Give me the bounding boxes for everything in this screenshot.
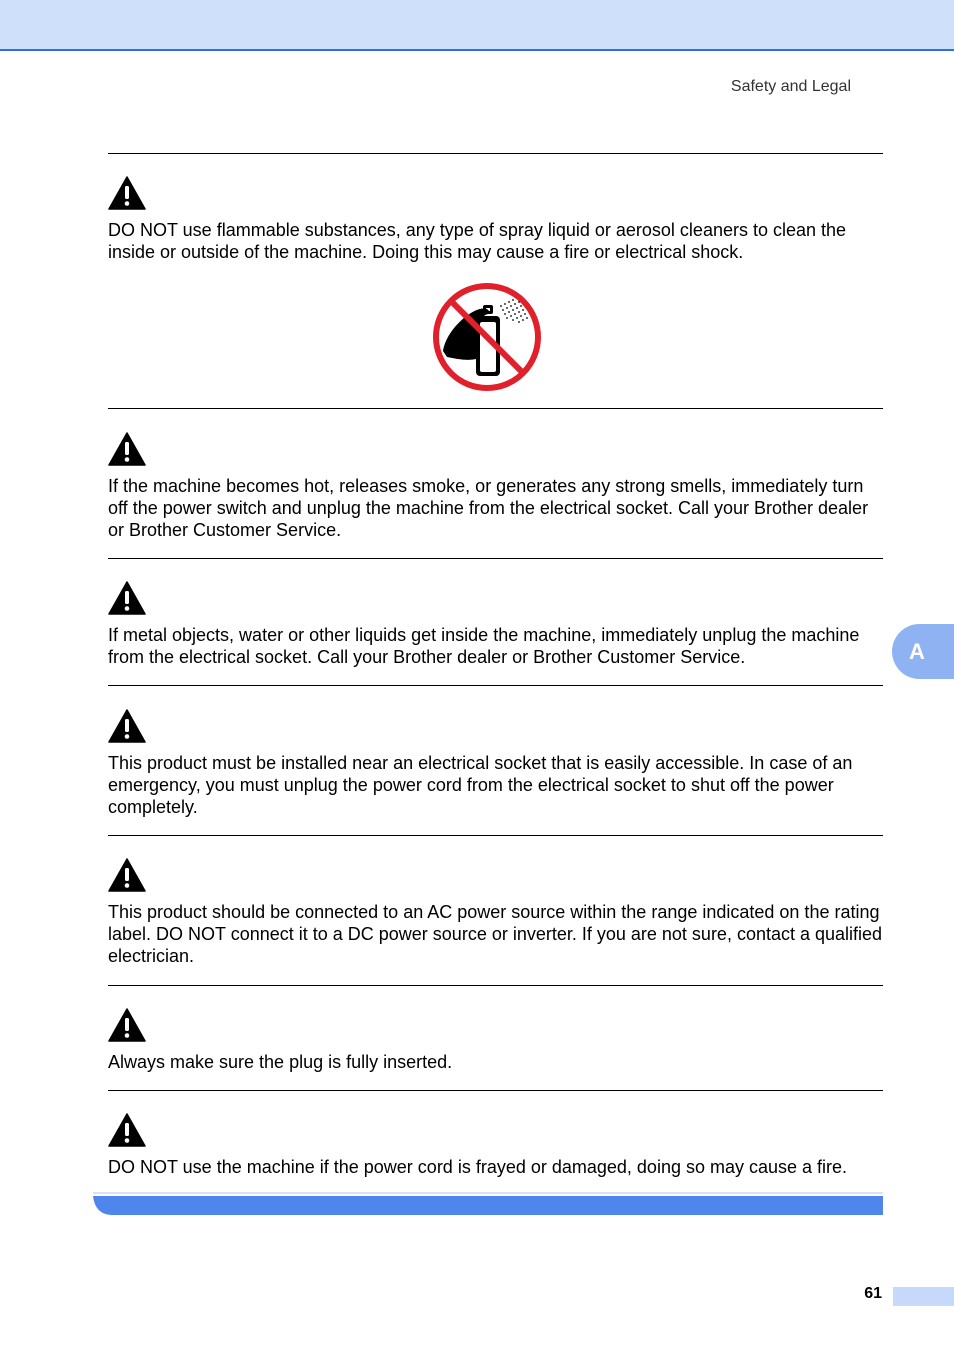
divider (108, 985, 883, 986)
divider (108, 408, 883, 409)
page-number-tab (893, 1287, 954, 1306)
divider (108, 153, 883, 154)
header-band (0, 0, 954, 51)
warning-text: If metal objects, water or other liquids get inside the machine, immediately unplug the machine from the electrical socket. Call your Brother dealer or Brother Customer Service. (108, 625, 860, 668)
warning-triangle-icon (108, 709, 146, 743)
warning-text: This product should be connected to an AC power source within the range indicated on the rating label. DO NOT connect it to a DC power source or inverter. If you are not sure, contact a qualified electrician. (108, 902, 883, 967)
divider (108, 835, 883, 836)
warning-triangle-icon (108, 858, 146, 892)
warning-text: DO NOT use the machine if the power cord is frayed or damaged, doing so may cause a fire. (108, 1157, 848, 1177)
no-aerosol-spray-icon (431, 281, 543, 393)
warning-triangle-icon (108, 176, 146, 210)
warning-text: Always make sure the plug is fully inserted. (108, 1052, 453, 1072)
divider (108, 1090, 883, 1091)
chapter-tab: A (892, 624, 954, 679)
running-header: Safety and Legal (730, 78, 851, 95)
warning-triangle-icon (108, 1113, 146, 1147)
divider (108, 685, 883, 686)
warning-triangle-icon (108, 432, 146, 466)
warning-triangle-icon (108, 581, 146, 615)
warning-text: DO NOT use flammable substances, any type of spray liquid or aerosol cleaners to clean the inside or outside of the machine. Doing this may cause a fire or electrical shock. (108, 220, 847, 263)
page-number: 61 (864, 1285, 882, 1302)
divider (108, 558, 883, 559)
warning-text: If the machine becomes hot, releases smoke, or generates any strong smells, immediately turn off the power switch and unplug the machine from the electrical socket. Call your Brother dealer or Brother Customer Service. (108, 476, 869, 541)
warning-text: This product must be installed near an electrical socket that is easily accessible. In case of an emergency, you must unplug the power cord from the electrical socket to shut off the power completely. (108, 753, 853, 818)
box-bottom-band (93, 1192, 883, 1216)
warning-triangle-icon (108, 1008, 146, 1042)
